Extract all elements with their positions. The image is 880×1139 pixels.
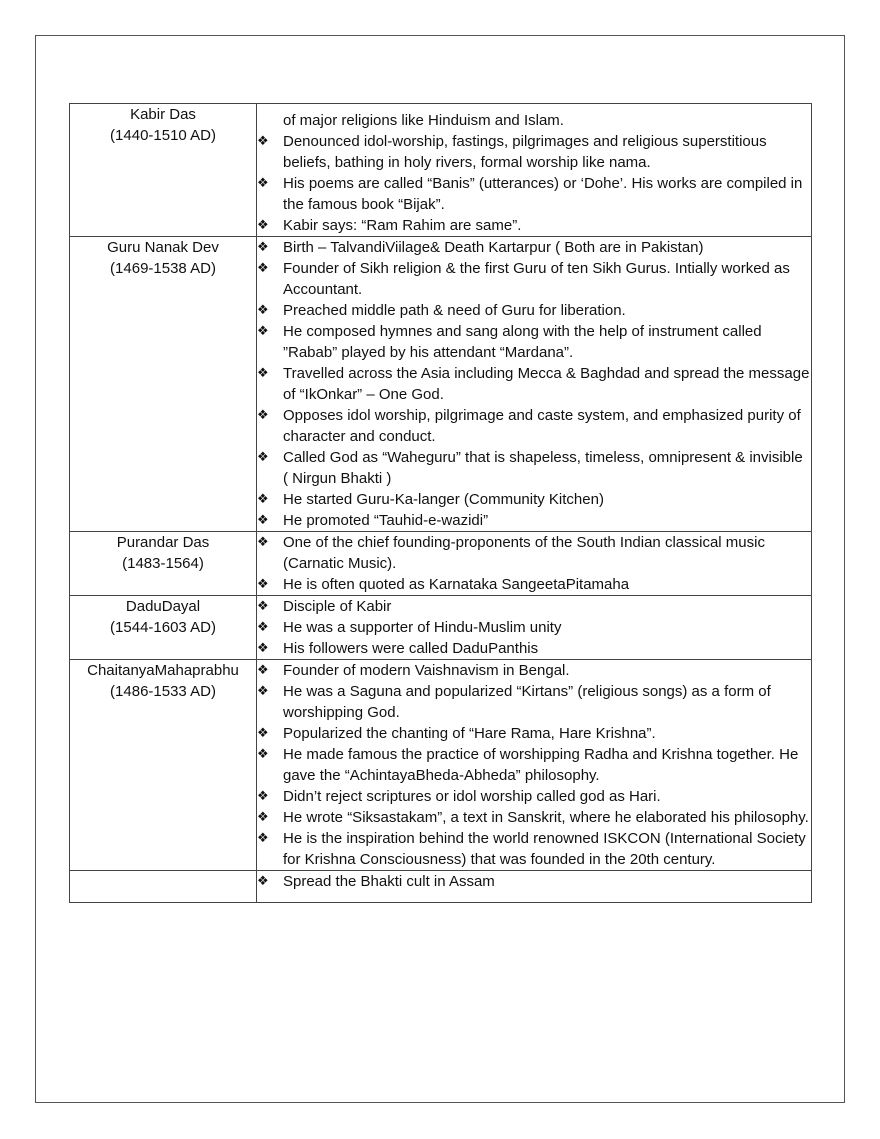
four-diamond-bullet-icon: ❖: [257, 450, 269, 465]
saint-name: ChaitanyaMahaprabhu: [87, 662, 239, 679]
table-row: [70, 871, 812, 903]
saint-name-cell: [70, 871, 257, 903]
four-diamond-bullet-icon: ❖: [257, 577, 269, 592]
list-item: ❖ Denounced idol-worship, fastings, pilgrimages and religious superstitious beliefs, bathing in holy rivers, formal worship like nama.: [257, 133, 767, 171]
list-item: ❖ Called God as “Waheguru” that is shapeless, timeless, omnipresent & invisible ( Nirgun Bhakti ): [257, 449, 803, 487]
saint-name-cell: [70, 532, 257, 596]
saint-points-cell: [257, 871, 812, 903]
saint-years: (1483-1564): [122, 555, 204, 572]
list-item: ❖ Kabir says: “Ram Rahim are same”.: [257, 217, 522, 234]
four-diamond-bullet-icon: ❖: [257, 134, 269, 149]
table-row: [70, 660, 812, 871]
list-item: ❖ His poems are called “Banis” (utterances) or ‘Dohe’. His works are compiled in the famous book “Bijak”.: [257, 175, 803, 213]
list-item: ❖ He composed hymnes and sang along with the help of instrument called ”Rabab” played by his attendant “Mardana”.: [257, 323, 762, 361]
list-item: ❖ He wrote “Siksastakam”, a text in Sanskrit, where he elaborated his philosophy.: [257, 809, 809, 826]
list-item: ❖ He was a Saguna and popularized “Kirtans” (religious songs) as a form of worshipping God.: [257, 683, 771, 721]
four-diamond-bullet-icon: ❖: [257, 240, 269, 255]
saint-name-cell: [70, 660, 257, 871]
points-list: [257, 131, 811, 236]
table-row: [70, 104, 812, 237]
saint-name-cell: [70, 237, 257, 532]
list-item: ❖ His followers were called DaduPanthis: [257, 640, 539, 657]
list-item: ❖ Didn’t reject scriptures or idol worship called god as Hari.: [257, 788, 661, 805]
list-item: ❖ Popularized the chanting of “Hare Rama, Hare Krishna”.: [257, 725, 656, 742]
four-diamond-bullet-icon: ❖: [257, 747, 269, 762]
list-item: ❖ Travelled across the Asia including Mecca & Baghdad and spread the message of “IkOnkar” – One God.: [257, 365, 810, 403]
list-item: ❖ Birth – TalvandiViilage& Death Kartarpur ( Both are in Pakistan): [257, 239, 704, 256]
list-item: ❖ He started Guru-Ka-langer (Community Kitchen): [257, 491, 604, 508]
four-diamond-bullet-icon: ❖: [257, 303, 269, 318]
list-item: ❖ Disciple of Kabir: [257, 598, 392, 615]
list-item: ❖ Preached middle path & need of Guru for liberation.: [257, 302, 626, 319]
four-diamond-bullet-icon: ❖: [257, 366, 269, 381]
list-item: ❖ He promoted “Tauhid-e-wazidi”: [257, 512, 489, 529]
bhakti-saints-table: [69, 103, 812, 903]
list-item: ❖ He is the inspiration behind the world renowned ISKCON (International Society for Krishna Consciousness) that was founded in the 20th century.: [257, 830, 806, 868]
saint-years: (1440-1510 AD): [110, 127, 216, 144]
four-diamond-bullet-icon: ❖: [257, 684, 269, 699]
saint-years: (1544-1603 AD): [110, 619, 216, 636]
four-diamond-bullet-icon: ❖: [257, 641, 269, 656]
list-item: ❖ He is often quoted as Karnataka SangeetaPitamaha: [257, 576, 630, 593]
saint-name-cell: [70, 596, 257, 660]
four-diamond-bullet-icon: ❖: [257, 726, 269, 741]
list-item: ❖ Founder of Sikh religion & the first Guru of ten Sikh Gurus. Intially worked as Accountant.: [257, 260, 790, 298]
four-diamond-bullet-icon: ❖: [257, 513, 269, 528]
points-list: [257, 237, 811, 531]
four-diamond-bullet-icon: ❖: [257, 408, 269, 423]
points-list: [257, 596, 811, 659]
saint-points-cell: [257, 104, 812, 237]
table-row: [70, 237, 812, 532]
saint-points-cell: [257, 596, 812, 660]
points-list: [257, 660, 811, 870]
list-item: ❖ He was a supporter of Hindu-Muslim unity: [257, 619, 562, 636]
list-item: ❖ Opposes idol worship, pilgrimage and caste system, and emphasized purity of character and conduct.: [257, 407, 801, 445]
points-list: [257, 871, 811, 892]
continuation-text: of major religions like Hinduism and Islam.: [283, 112, 564, 129]
list-item: ❖ Founder of modern Vaishnavism in Bengal.: [257, 662, 570, 679]
list-item: ❖ He made famous the practice of worshipping Radha and Krishna together. He gave the “AchintayaBheda-Abheda” philosophy.: [257, 746, 799, 784]
saint-name: Purandar Das: [116, 534, 210, 551]
four-diamond-bullet-icon: ❖: [257, 789, 269, 804]
four-diamond-bullet-icon: ❖: [257, 620, 269, 635]
list-item: ❖ One of the chief founding-proponents of the South Indian classical music (Carnatic Music).: [257, 534, 765, 572]
four-diamond-bullet-icon: ❖: [257, 663, 269, 678]
four-diamond-bullet-icon: ❖: [257, 176, 269, 191]
four-diamond-bullet-icon: ❖: [257, 535, 269, 550]
four-diamond-bullet-icon: ❖: [257, 261, 269, 276]
four-diamond-bullet-icon: ❖: [257, 831, 269, 846]
saint-name: Kabir Das: [130, 106, 196, 123]
four-diamond-bullet-icon: ❖: [257, 599, 269, 614]
list-item: ❖ Spread the Bhakti cult in Assam: [257, 873, 495, 890]
saint-years: (1486-1533 AD): [110, 683, 216, 700]
four-diamond-bullet-icon: ❖: [257, 874, 269, 889]
four-diamond-bullet-icon: ❖: [257, 218, 269, 233]
four-diamond-bullet-icon: ❖: [257, 810, 269, 825]
table-row: [70, 532, 812, 596]
saint-name-cell: [70, 104, 257, 237]
saint-points-cell: [257, 660, 812, 871]
table-row: [70, 596, 812, 660]
four-diamond-bullet-icon: ❖: [257, 324, 269, 339]
saint-years: (1469-1538 AD): [110, 260, 216, 277]
saint-name: DaduDayal: [125, 598, 201, 615]
points-list: [257, 532, 811, 595]
saint-points-cell: [257, 237, 812, 532]
saint-points-cell: [257, 532, 812, 596]
four-diamond-bullet-icon: ❖: [257, 492, 269, 507]
saint-name: Guru Nanak Dev: [107, 239, 219, 256]
